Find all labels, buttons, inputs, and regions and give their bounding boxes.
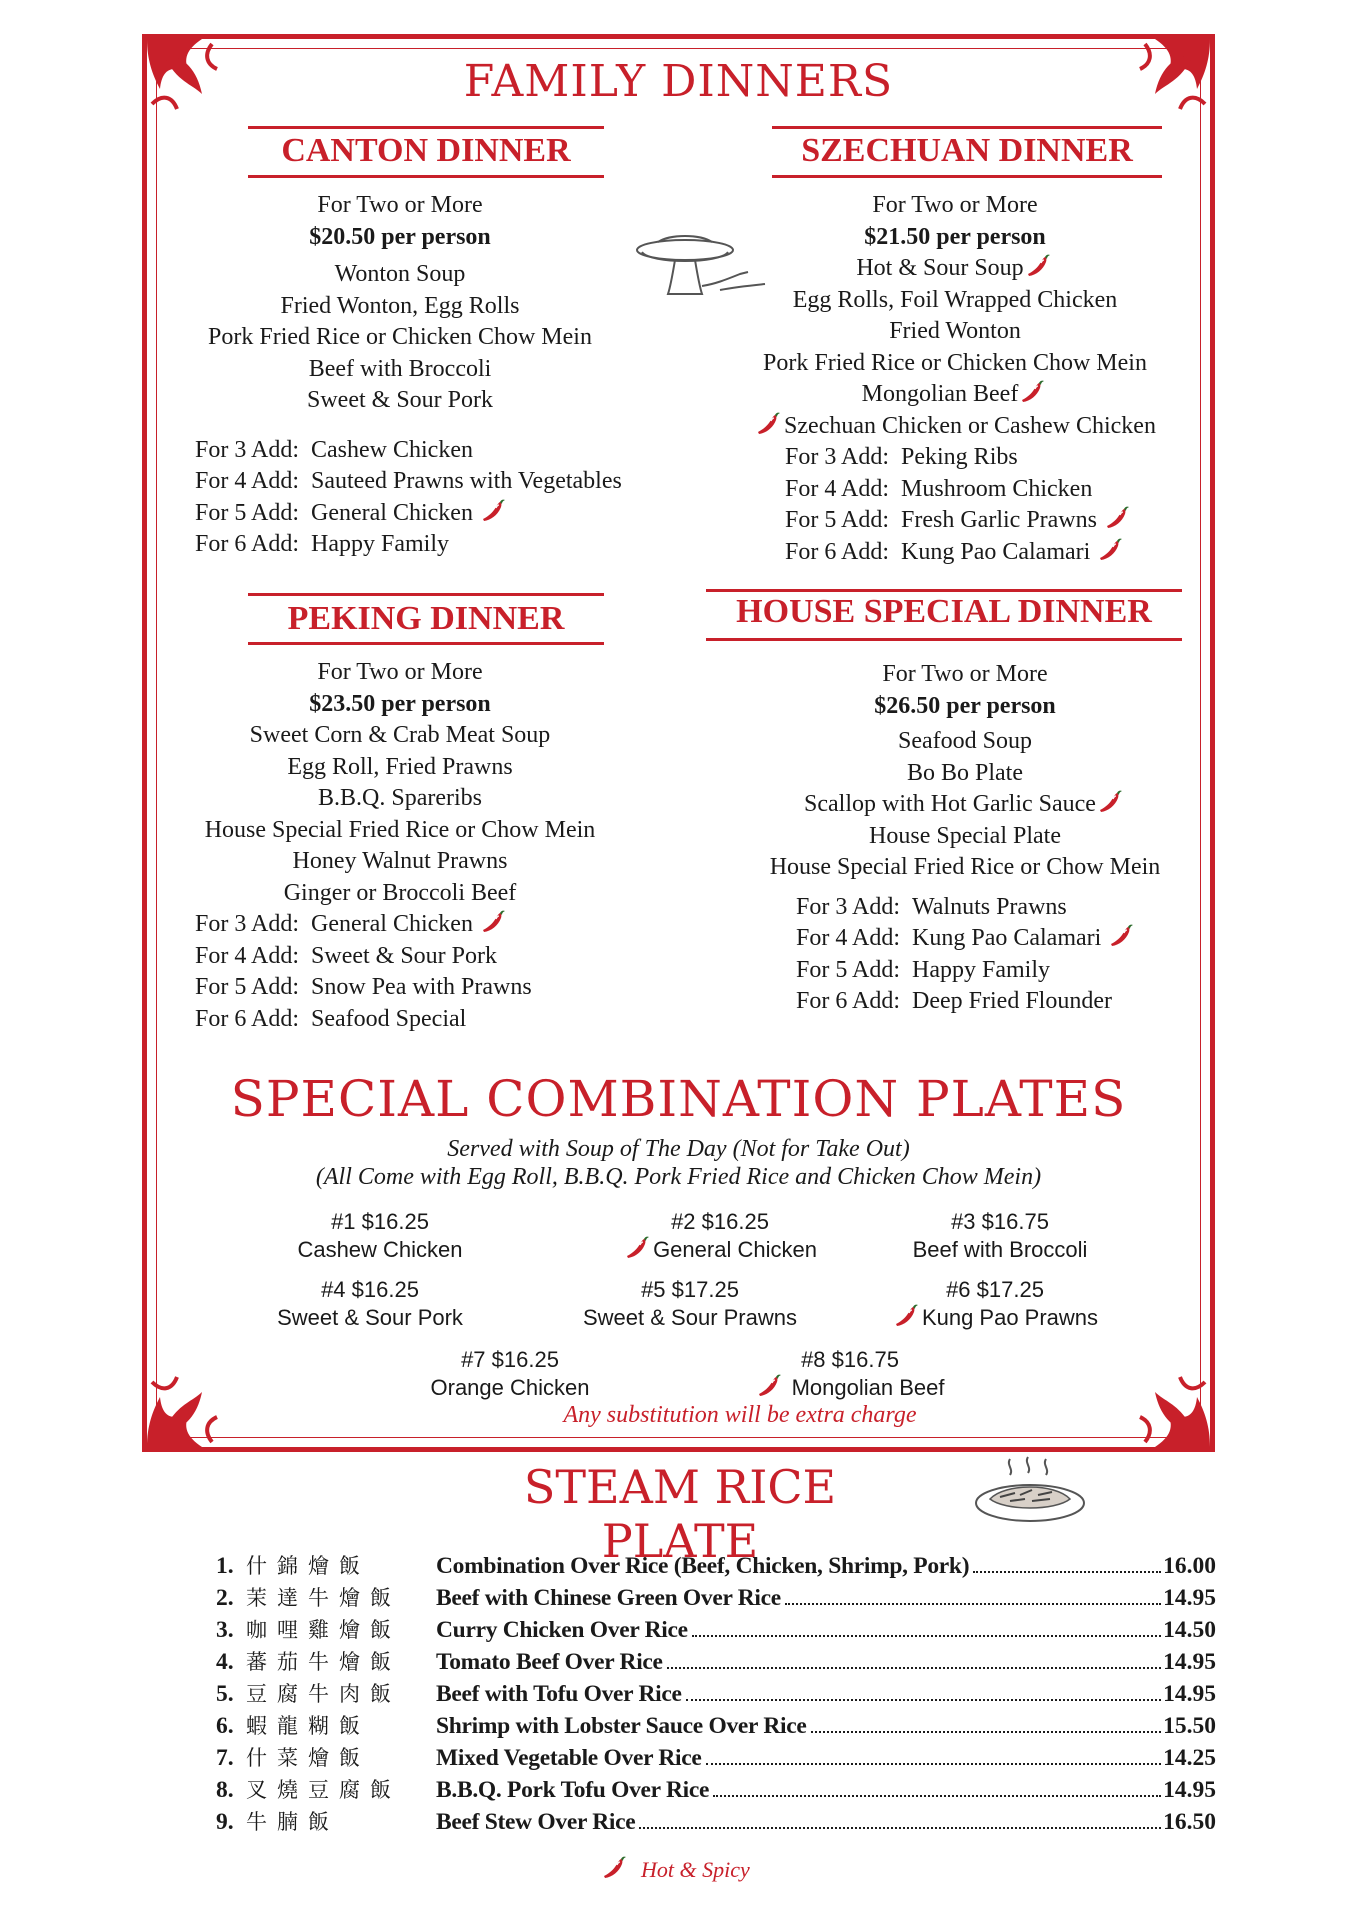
add-label: For 6 Add: [195, 1005, 300, 1032]
rice-item-name: Beef with Tofu Over Rice [436, 1681, 682, 1707]
house-price: $26.50 per person [874, 692, 1056, 719]
peking-price: $23.50 per person [309, 690, 491, 717]
add-item: Walnuts Prawns [912, 893, 1067, 920]
combo-plate-name: Cashew Chicken [297, 1237, 463, 1262]
add-item: General Chicken [311, 911, 473, 937]
peking-item: B.B.Q. Spareribs [318, 785, 482, 811]
add-item: Mushroom Chicken [901, 475, 1093, 502]
combo-note-soup: Served with Soup of The Day (Not for Take Out) [447, 1136, 910, 1162]
hot-pepper-icon [1098, 538, 1124, 562]
house-for: For Two or More [882, 661, 1048, 687]
hot-pepper-icon [1109, 924, 1135, 948]
add-label: For 3 Add: [785, 444, 890, 470]
szechuan-for: For Two or More [872, 192, 1038, 218]
rice-item-price: 14.95 [1163, 1585, 1216, 1611]
peking-dinner-section [175, 657, 665, 1035]
peking-item: Honey Walnut Prawns [292, 848, 508, 874]
canton-dinner-title-text: CANTON DINNER [281, 132, 571, 169]
szechuan-item-text: Mongolian Beef [861, 381, 1019, 407]
add-item: Happy Family [912, 956, 1051, 983]
rice-plate-icon [970, 1455, 1090, 1527]
rice-item [216, 1582, 1216, 1614]
combo-plate [555, 1276, 825, 1332]
rice-item-chinese: 蕃茄牛燴飯 [246, 1650, 401, 1674]
combo-plate [870, 1208, 1130, 1264]
add-item: General Chicken [311, 499, 473, 526]
add-label: For 4 Add: [796, 925, 901, 951]
szechuan-add-line [700, 537, 1210, 569]
house-item: House Special Plate [869, 822, 1061, 849]
combo-plate-name: Sweet & Sour Prawns [583, 1305, 797, 1330]
add-item: Sauteed Prawns with Vegetables [311, 468, 622, 494]
szechuan-item-text: Szechuan Chicken or Cashew Chicken [784, 412, 1156, 439]
add-item: Peking Ribs [901, 444, 1018, 470]
canton-add-line [175, 529, 645, 561]
rice-item [216, 1646, 1216, 1678]
add-label: For 4 Add: [195, 942, 300, 969]
rice-item-name: Combination Over Rice (Beef, Chicken, Shrimp, Pork) [436, 1553, 970, 1579]
szechuan-item: Fried Wonton [889, 318, 1021, 344]
rice-item-price: 14.95 [1163, 1681, 1216, 1707]
legend-text: Hot & Spicy [641, 1857, 750, 1882]
house-item-text: Scallop with Hot Garlic Sauce [804, 791, 1096, 817]
combo-plate-number: #8 $16.75 [801, 1347, 899, 1372]
rice-item [216, 1806, 1216, 1838]
house-add-line [720, 986, 1210, 1018]
hot-pepper-icon [1020, 380, 1046, 404]
combo-plate-number: #2 $16.25 [671, 1209, 769, 1234]
szechuan-dinner-section [700, 190, 1210, 568]
combo-plate [250, 1208, 510, 1264]
add-item: Sweet & Sour Pork [311, 942, 498, 969]
peking-add-line [175, 941, 665, 973]
add-item: Cashew Chicken [311, 436, 473, 463]
canton-add-line [175, 498, 645, 530]
leader-dots [713, 1795, 1161, 1797]
family-dinners-title: FAMILY DINNERS [463, 56, 894, 107]
szechuan-item-text: Hot & Sour Soup [856, 255, 1024, 281]
corner-flourish-icon [142, 1342, 252, 1452]
szechuan-add-line [700, 505, 1210, 537]
add-label: For 3 Add: [796, 893, 901, 920]
canton-item: Sweet & Sour Pork [307, 387, 493, 413]
corner-flourish-icon [1105, 1342, 1215, 1452]
rice-item-name: Beef with Chinese Green Over Rice [436, 1585, 781, 1611]
leader-dots [639, 1827, 1161, 1829]
rice-item [216, 1774, 1216, 1806]
add-item: Kung Pao Calamari [901, 538, 1091, 565]
leader-dots [706, 1763, 1162, 1765]
combo-plate [720, 1346, 980, 1402]
add-label: For 3 Add: [195, 436, 300, 463]
rice-item-chinese: 什菜燴飯 [246, 1746, 370, 1770]
hot-pepper-icon [625, 1236, 651, 1260]
hot-spicy-legend [600, 1856, 820, 1883]
rice-item-chinese: 豆腐牛肉飯 [246, 1682, 401, 1706]
hot-pepper-icon [481, 499, 507, 523]
rice-item-price: 14.25 [1163, 1745, 1216, 1771]
hot-pepper-icon [481, 910, 507, 934]
hot-pepper-icon [756, 412, 782, 436]
add-item: Snow Pea with Prawns [311, 974, 532, 1000]
hot-pepper-icon [1098, 790, 1124, 814]
combo-plate-name: Beef with Broccoli [912, 1237, 1088, 1262]
combo-plate-name: General Chicken [653, 1237, 817, 1262]
add-label: For 6 Add: [785, 538, 890, 565]
special-combination-title: SPECIAL COMBINATION PLATES [230, 1070, 1127, 1128]
add-label: For 5 Add: [785, 507, 890, 533]
combo-note-includes: (All Come with Egg Roll, B.B.Q. Pork Fried Rice and Chicken Chow Mein) [315, 1164, 1042, 1190]
combo-plate-number: #5 $17.25 [641, 1277, 739, 1302]
szechuan-item [700, 253, 1210, 285]
rice-item-number: 9. [216, 1809, 234, 1835]
rice-item-number: 3. [216, 1617, 234, 1643]
rice-item-number: 7. [216, 1745, 234, 1771]
rice-item [216, 1550, 1216, 1582]
add-label: For 5 Add: [796, 956, 901, 983]
rice-item-price: 14.95 [1163, 1777, 1216, 1803]
rice-item-number: 6. [216, 1713, 234, 1739]
rice-item-chinese: 茉達牛燴飯 [246, 1586, 401, 1610]
szechuan-item [700, 411, 1210, 443]
canton-item: Pork Fried Rice or Chicken Chow Mein [208, 324, 592, 350]
hot-pepper-icon [602, 1856, 628, 1880]
szechuan-item: Egg Rolls, Foil Wrapped Chicken [792, 286, 1118, 313]
rice-item-price: 16.00 [1163, 1553, 1216, 1579]
add-item: Seafood Special [311, 1005, 467, 1032]
combo-plate-number: #1 $16.25 [331, 1209, 429, 1234]
combo-plate-number: #3 $16.75 [951, 1209, 1049, 1234]
combo-plate-number: #7 $16.25 [461, 1347, 559, 1372]
szechuan-dinner-title-text: SZECHUAN DINNER [801, 132, 1133, 169]
rice-item-number: 1. [216, 1553, 234, 1579]
rice-item-chinese: 叉燒豆腐飯 [246, 1778, 401, 1802]
szechuan-add-line [700, 442, 1210, 474]
house-item: House Special Fried Rice or Chow Mein [769, 854, 1161, 880]
add-label: For 6 Add: [195, 531, 300, 557]
rice-item-number: 4. [216, 1649, 234, 1675]
add-label: For 3 Add: [195, 911, 300, 937]
canton-item: Wonton Soup [334, 261, 466, 287]
add-item: Happy Family [311, 531, 450, 557]
rice-item-name: Shrimp with Lobster Sauce Over Rice [436, 1713, 807, 1739]
leader-dots [667, 1667, 1161, 1669]
add-label: For 6 Add: [796, 988, 901, 1014]
rice-item-price: 16.50 [1163, 1809, 1216, 1835]
rice-item [216, 1742, 1216, 1774]
add-item: Kung Pao Calamari [912, 925, 1102, 951]
add-label: For 4 Add: [195, 468, 300, 494]
rice-item-name: B.B.Q. Pork Tofu Over Rice [436, 1777, 710, 1803]
rice-item-name: Mixed Vegetable Over Rice [436, 1745, 702, 1771]
canton-add-line [175, 435, 645, 467]
combo-plate-name: Sweet & Sour Pork [277, 1305, 463, 1330]
leader-dots [686, 1699, 1162, 1701]
rice-item-name: Curry Chicken Over Rice [436, 1617, 688, 1643]
peking-add-line [175, 972, 665, 1004]
steam-rice-title: STEAM RICE PLATE [523, 1460, 837, 1568]
combo-plate-number: #6 $17.25 [946, 1277, 1044, 1302]
rice-item-number: 2. [216, 1585, 234, 1611]
combo-plate-name: Mongolian Beef [791, 1375, 945, 1400]
rice-item-chinese: 蝦龍糊飯 [246, 1714, 370, 1738]
rice-item-price: 14.50 [1163, 1617, 1216, 1643]
peking-item: Sweet Corn & Crab Meat Soup [249, 722, 551, 748]
szechuan-add-line [700, 474, 1210, 506]
rice-item-name: Tomato Beef Over Rice [436, 1649, 663, 1675]
combo-plate-number: #4 $16.25 [321, 1277, 419, 1302]
add-label: For 4 Add: [785, 475, 890, 502]
szechuan-price: $21.50 per person [864, 223, 1046, 250]
rice-item-number: 8. [216, 1777, 234, 1803]
combo-plate-name: Orange Chicken [430, 1375, 590, 1400]
add-label: For 5 Add: [195, 974, 300, 1000]
peking-add-line [175, 1004, 665, 1036]
peking-add-line [175, 909, 665, 941]
combo-plate [240, 1276, 500, 1332]
peking-dinner-title [248, 593, 604, 645]
szechuan-dinner-title [772, 126, 1162, 178]
house-special-dinner-title-text: HOUSE SPECIAL DINNER [736, 593, 1152, 630]
rice-item [216, 1710, 1216, 1742]
house-item: Bo Bo Plate [906, 759, 1023, 786]
add-item: Fresh Garlic Prawns [901, 507, 1097, 533]
peking-item: Egg Roll, Fried Prawns [287, 753, 513, 780]
szechuan-item: Pork Fried Rice or Chicken Chow Mein [763, 349, 1147, 376]
canton-dinner-section [175, 190, 645, 561]
rice-item-chinese: 咖哩雞燴飯 [246, 1618, 401, 1642]
rice-item-chinese: 什錦燴飯 [246, 1554, 370, 1578]
leader-dots [692, 1635, 1161, 1637]
leader-dots [785, 1603, 1161, 1605]
leader-dots [973, 1571, 1161, 1573]
rice-item-chinese: 牛腩飯 [246, 1810, 339, 1834]
rice-item [216, 1614, 1216, 1646]
peking-dinner-title-text: PEKING DINNER [287, 600, 565, 637]
hot-pepper-icon [894, 1304, 920, 1328]
house-add-line [720, 923, 1210, 955]
house-item [720, 789, 1210, 821]
peking-for: For Two or More [317, 659, 483, 685]
hot-pepper-icon [1026, 254, 1052, 278]
house-special-dinner-section [720, 659, 1210, 1018]
szechuan-item [700, 379, 1210, 411]
peking-item: House Special Fried Rice or Chow Mein [204, 816, 596, 843]
canton-dinner-title [248, 126, 604, 178]
house-add-line [720, 892, 1210, 924]
rice-item-price: 15.50 [1163, 1713, 1216, 1739]
house-special-dinner-title [706, 589, 1182, 641]
rice-item-name: Beef Stew Over Rice [436, 1809, 636, 1835]
combo-plate-name: Kung Pao Prawns [921, 1305, 1099, 1330]
canton-add-line [175, 466, 645, 498]
substitution-note: Any substitution will be extra charge [563, 1402, 917, 1428]
house-item: Seafood Soup [898, 728, 1032, 754]
rice-item-price: 14.95 [1163, 1649, 1216, 1675]
rice-item-number: 5. [216, 1681, 234, 1707]
combo-plate [575, 1208, 865, 1264]
canton-price: $20.50 per person [309, 223, 491, 250]
leader-dots [811, 1731, 1162, 1733]
rice-item [216, 1678, 1216, 1710]
house-add-line [720, 955, 1210, 987]
add-item: Deep Fried Flounder [912, 988, 1112, 1014]
hot-pepper-icon [757, 1374, 783, 1398]
peking-item: Ginger or Broccoli Beef [283, 879, 517, 906]
combo-plate [380, 1346, 640, 1402]
canton-item: Beef with Broccoli [308, 355, 492, 382]
canton-for: For Two or More [317, 192, 483, 218]
add-label: For 5 Add: [195, 499, 300, 526]
canton-item: Fried Wonton, Egg Rolls [280, 292, 520, 319]
combo-plate [860, 1276, 1130, 1332]
hot-pepper-icon [1105, 506, 1131, 530]
